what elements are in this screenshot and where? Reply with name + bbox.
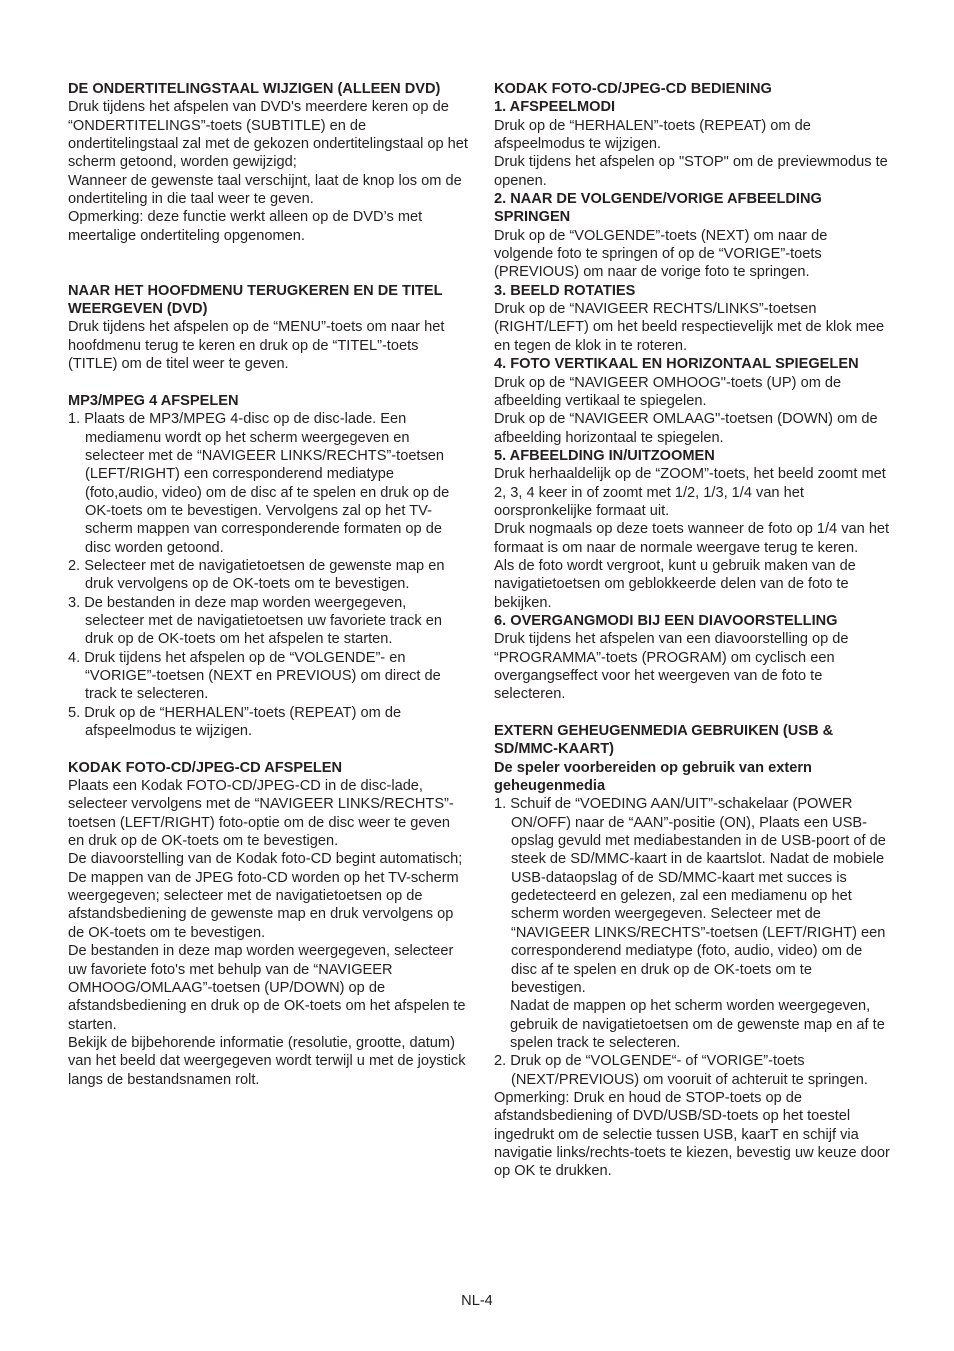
subsection-heading: 5. AFBEELDING IN/UITZOOMEN xyxy=(494,447,715,464)
paragraph: Druk nogmaals op deze toets wanneer de foto op 1/4 van het formaat is om naar de normale weergave terug te keren. xyxy=(494,521,890,556)
section-heading: EXTERN GEHEUGENMEDIA GEBRUIKEN (USB & SD/MMC-KAART) xyxy=(494,723,834,758)
section-heading: DE ONDERTITELINGSTAAL WIJZIGEN (ALLEEN DVD) xyxy=(68,81,441,97)
paragraph: Druk op de “NAVIGEER OMHOOG"-toets (UP) om de afbeelding vertikaal te spiegelen. xyxy=(494,374,842,409)
page-number: NL-4 xyxy=(461,1293,493,1309)
list-item: 4. Druk tijdens het afspelen op de “VOLGENDE”- en “VORIGE”-toetsen (NEXT en PREVIOUS) om direct de track te selecteren. xyxy=(68,649,441,703)
paragraph: Opmerking: deze functie werkt alleen op de DVD’s met meertalige ondertiteling opgenomen. xyxy=(68,209,423,244)
paragraph: Druk tijdens het afspelen van een diavoorstelling op de “PROGRAMMA”-toets (PROGRAM) om cyclisch een overgangseffect voor het weergeven van de foto te selecteren. xyxy=(494,631,849,703)
left-column xyxy=(68,80,468,1089)
paragraph: Als de foto wordt vergroot, kunt u gebruik maken van de navigatietoetsen om geblokkeerde delen van de foto te bekijken. xyxy=(494,557,856,611)
paragraph: Druk tijdens het afspelen op de “MENU”-toets om naar het hoofdmenu terug te keren en druk op de “TITEL”-toets (TITLE) om de titel weer te geven. xyxy=(68,319,445,373)
paragraph: Plaats een Kodak FOTO-CD/JPEG-CD in de disc-lade, selecteer vervolgens met de “NAVIGEER LINKS/RECHTS”-toetsen (LEFT/RIGHT) foto-optie om de disc weer te geven en druk op de OK-toets om te bevestigen. xyxy=(68,778,454,850)
list-item-note: Nadat de mappen op het scherm worden weergegeven, gebruik de navigatietoetsen om de gewenste map en af te spelen track te selecteren. xyxy=(510,998,885,1051)
paragraph: Druk op de “VOLGENDE”-toets (NEXT) om naar de volgende foto te springen of op de “VORIGE”-toets (PREVIOUS) om naar de vorige foto te springen. xyxy=(494,227,828,281)
section-heading: KODAK FOTO-CD/JPEG-CD AFSPELEN xyxy=(68,759,343,776)
right-column xyxy=(494,80,890,1181)
paragraph: Druk op de “NAVIGEER OMLAAG"-toetsen (DOWN) om de afbeelding horizontaal te spiegelen. xyxy=(494,411,878,446)
paragraph: Druk op de “HERHALEN”-toets (REPEAT) om de afspeelmodus te wijzigen. xyxy=(494,117,811,153)
list-item: 2. Selecteer met de navigatietoetsen de gewenste map en druk vervolgens op de OK-toets om te bevestigen. xyxy=(68,557,445,593)
section-heading: MP3/MPEG 4 AFSPELEN xyxy=(68,392,239,409)
paragraph: Druk tijdens het afspelen van DVD's meerdere keren op de “ONDERTITELINGS”-toets (SUBTITLE) en de ondertitelingstaal zal met de gekozen ondertitelingstaal op het scherm getoond, worden gewijzigd; xyxy=(68,99,468,171)
subsection-heading: 6. OVERGANGMODI BIJ EEN DIAVOORSTELLING xyxy=(494,612,838,629)
paragraph: Druk op de “NAVIGEER RECHTS/LINKS”-toetsen (RIGHT/LEFT) om het beeld respectievelijk met de klok mee en tegen de klok in te roteren. xyxy=(494,301,885,354)
section-heading: KODAK FOTO-CD/JPEG-CD BEDIENING xyxy=(494,81,772,97)
subsection-heading: De speler voorbereiden op gebruik van extern geheugenmedia xyxy=(494,759,812,795)
paragraph: De diavoorstelling van de Kodak foto-CD begint automatisch; xyxy=(68,851,463,868)
paragraph: De mappen van de JPEG foto-CD worden op het TV-scherm weergegeven; selecteer met de navigatietoetsen op de afstandsbediening de gewenste map en druk vervolgens op de OK-toets om te bevestigen. xyxy=(68,869,459,941)
paragraph: Wanneer de gewenste taal verschijnt, laat de knop los om de ondertiteling in die taal weer te geven. xyxy=(68,172,462,208)
paragraph: De bestanden in deze map worden weergegeven, selecteer uw favoriete foto's met behulp van de “NAVIGEER OMHOOG/OMLAAG”-toetsen (UP/DOWN) op de afstandsbediening en druk op de OK-toets om het afspelen te starten. xyxy=(68,943,466,1033)
subsection-heading: 2. NAAR DE VOLGENDE/VORIGE AFBEELDING SPRINGEN xyxy=(494,191,822,226)
subsection-heading: 1. AFSPEELMODI xyxy=(494,99,616,116)
list-item: 5. Druk op de “HERHALEN”-toets (REPEAT) om de afspeelmodus te wijzigen. xyxy=(68,704,402,740)
list-item: 2. Druk op de “VOLGENDE“- of “VORIGE”-toets (NEXT/PREVIOUS) om vooruit of achteruit te springen. xyxy=(494,1053,868,1088)
subsection-heading: 4. FOTO VERTIKAAL EN HORIZONTAAL SPIEGELEN xyxy=(494,356,859,373)
paragraph: Druk herhaaldelijk op de “ZOOM”-toets, het beeld zoomt met 2, 3, 4 keer in of zoomt met 1/2, 1/3, 1/4 van het oorspronkelijke formaat uit. xyxy=(494,466,886,519)
list-item: 1. Plaats de MP3/MPEG 4-disc op de disc-lade. Een mediamenu wordt op het scherm weergegeven en selecteer met de “NAVIGEER LINKS/RECHTS”-toetsen (LEFT/RIGHT) een corresponderend mediatype (foto,audio, video) om de disc af te spelen en druk op de OK-toets om te bevestigen. Vervolgens zal op het TV-scherm mappen van corresponderende formaten op de disc worden getoond. xyxy=(68,411,450,556)
list-item: 1. Schuif de “VOEDING AAN/UIT”-schakelaar (POWER ON/OFF) naar de “AAN”-positie (ON), Plaats een USB-opslag gevuld met mediabestanden in de USB-poort of de steek de SD/MMC-kaart in de kaartslot. Nadat de mobiele USB-dataopslag of de SD/MMC-kaart met succes is gedetecteerd en gelezen, zal een mediamenu op het scherm worden weergegeven. Selecteer met de “NAVIGEER LINKS/RECHTS”-toetsen (LEFT/RIGHT) een corresponderend mediatype (foto, audio, video) om de disc af te spelen en druk op de OK-toets om te bevestigen. xyxy=(494,796,886,996)
list-item: 3. De bestanden in deze map worden weergegeven, selecteer met de navigatietoetsen uw favoriete track en druk op de OK-toets om het afspelen te starten. xyxy=(68,594,442,648)
paragraph: Druk tijdens het afspelen op "STOP" om de previewmodus te openen. xyxy=(494,154,888,189)
subsection-heading: 3. BEELD ROTATIES xyxy=(494,282,636,299)
paragraph: Bekijk de bijbehorende informatie (resolutie, grootte, datum) van het beeld dat weergegeven wordt terwijl u met de joystick langs de bestandsnamen rolt. xyxy=(68,1034,466,1088)
note-paragraph: Opmerking: Druk en houd de STOP-toets op de afstandsbediening of DVD/USB/SD-toets op het toestel ingedrukt om de selectie tussen USB, kaarT en schijf via navigatie links/rechts-toets te kiezen, bevestig uw keuze door op OK te drukken. xyxy=(494,1089,890,1180)
section-heading: NAAR HET HOOFDMENU TERUGKEREN EN DE TITEL WEERGEVEN (DVD) xyxy=(68,282,443,318)
